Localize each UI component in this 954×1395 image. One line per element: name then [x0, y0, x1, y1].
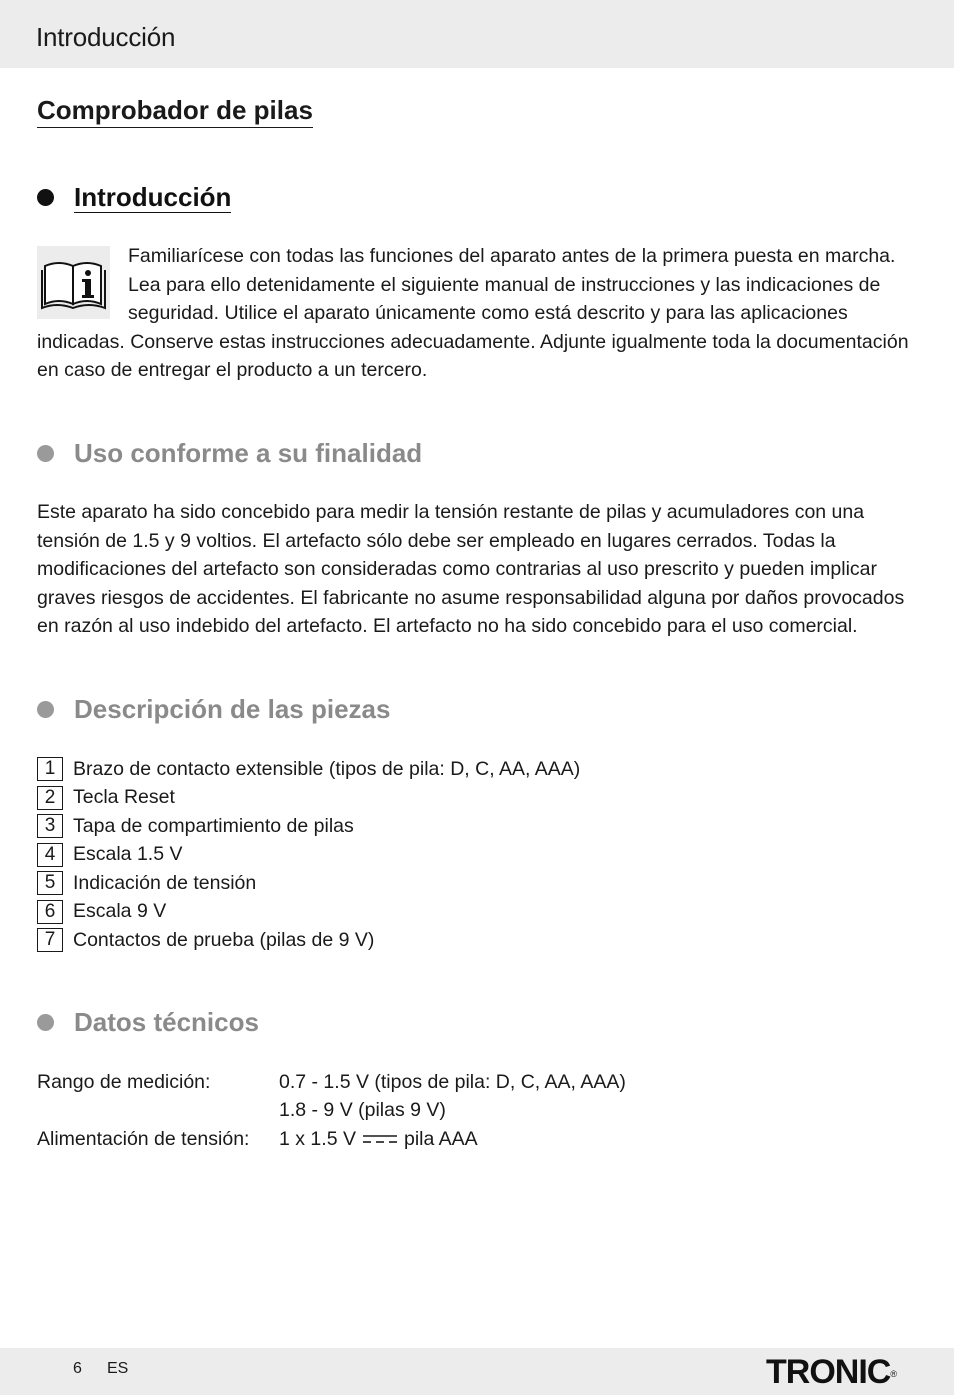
- section-heading-specs: [37, 1007, 259, 1037]
- table-row: [37, 1068, 626, 1097]
- part-number: 5: [37, 871, 63, 895]
- paragraph-line: graves riesgos de accidentes. El fabricante no asume responsabilidad alguna por daños provocados: [37, 586, 905, 609]
- heading-text: Descripción de las piezas: [74, 694, 391, 724]
- brand-name: TRONIC: [766, 1353, 891, 1391]
- bullet-icon: [37, 1014, 54, 1031]
- part-label: Contactos de prueba (pilas de 9 V): [73, 928, 375, 951]
- table-row: [37, 1097, 626, 1126]
- info-manual-icon: [37, 246, 110, 319]
- spec-value-power: [279, 1128, 478, 1151]
- part-number: 1: [37, 757, 63, 781]
- power-value-after: pila AAA: [403, 1127, 478, 1150]
- list-item: [37, 869, 580, 898]
- part-number: 7: [37, 928, 63, 952]
- list-item: [37, 755, 580, 784]
- section-heading-parts: [37, 694, 390, 724]
- paragraph-line: Lea para ello detenidamente el siguiente manual de instrucciones y las indicaciones de: [128, 273, 881, 296]
- part-number: 6: [37, 900, 63, 924]
- direct-current-icon: [362, 1132, 398, 1146]
- list-item: [37, 926, 580, 955]
- paragraph-line: en caso de entregar el producto a un tercero.: [37, 359, 428, 381]
- section-heading-intended-use: [37, 438, 422, 468]
- paragraph-line: Este aparato ha sido concebido para medir la tensión restante de pilas y acumuladores con una: [37, 501, 865, 523]
- language-code: ES: [107, 1360, 129, 1377]
- heading-text: Datos técnicos: [74, 1007, 259, 1037]
- section-heading-intro: [37, 182, 231, 213]
- part-label: Tecla Reset: [73, 786, 175, 809]
- paragraph-line: tensión de 1.5 y 9 voltios. El artefacto sólo debe ser empleado en lugares cerrados. Todas la: [37, 529, 836, 552]
- spec-value: 1.8 - 9 V (pilas 9 V): [279, 1099, 446, 1122]
- page-number: 6: [73, 1360, 82, 1377]
- list-item: [37, 812, 580, 841]
- intro-paragraph-bottom: [37, 328, 909, 385]
- table-row: [37, 1125, 626, 1154]
- intended-use-paragraph: [37, 498, 904, 641]
- brand-logo: [766, 1354, 897, 1390]
- heading-text: Uso conforme a su finalidad: [74, 438, 423, 468]
- list-item: [37, 784, 580, 813]
- bullet-icon: [37, 445, 54, 462]
- list-item: [37, 898, 580, 927]
- parts-list: [37, 755, 580, 955]
- part-number: 2: [37, 786, 63, 810]
- header-title: Introducción: [36, 22, 176, 52]
- part-label: Escala 9 V: [73, 900, 167, 923]
- intro-paragraph-top: [128, 242, 895, 328]
- part-label: Brazo de contacto extensible (tipos de pila: D, C, AA, AAA): [73, 757, 581, 780]
- heading-text: Introducción: [74, 182, 232, 212]
- part-label: Escala 1.5 V: [73, 843, 183, 866]
- spec-label: Rango de medición:: [37, 1070, 211, 1093]
- power-value-before: 1 x 1.5 V: [279, 1127, 356, 1150]
- paragraph-line: modificaciones del artefacto son consideradas como contrarias al uso prescrito y pueden implicar: [37, 558, 878, 580]
- paragraph-line: seguridad. Utilice el aparato únicamente como está descrito y para las aplicaciones: [128, 302, 848, 324]
- spec-value: 0.7 - 1.5 V (tipos de pila: D, C, AA, AAA): [279, 1070, 626, 1093]
- spec-label: Alimentación de tensión:: [37, 1127, 250, 1150]
- bullet-icon: [37, 189, 54, 206]
- part-number: 4: [37, 843, 63, 867]
- paragraph-line: en razón al uso indebido del artefacto. El artefacto no ha sido concebido para el uso comercial.: [37, 615, 858, 637]
- specs-table: [37, 1068, 626, 1154]
- part-label: Indicación de tensión: [73, 871, 257, 894]
- part-number: 3: [37, 814, 63, 838]
- part-label: Tapa de compartimiento de pilas: [73, 814, 354, 837]
- paragraph-line: Familiarícese con todas las funciones del aparato antes de la primera puesta en marcha.: [128, 245, 896, 267]
- list-item: [37, 841, 580, 870]
- document-title: Comprobador de pilas: [37, 95, 313, 128]
- paragraph-line: indicadas. Conserve estas instrucciones adecuadamente. Adjunte igualmente toda la documentación: [37, 330, 909, 353]
- bullet-icon: [37, 701, 54, 718]
- registered-mark: ®: [890, 1369, 897, 1379]
